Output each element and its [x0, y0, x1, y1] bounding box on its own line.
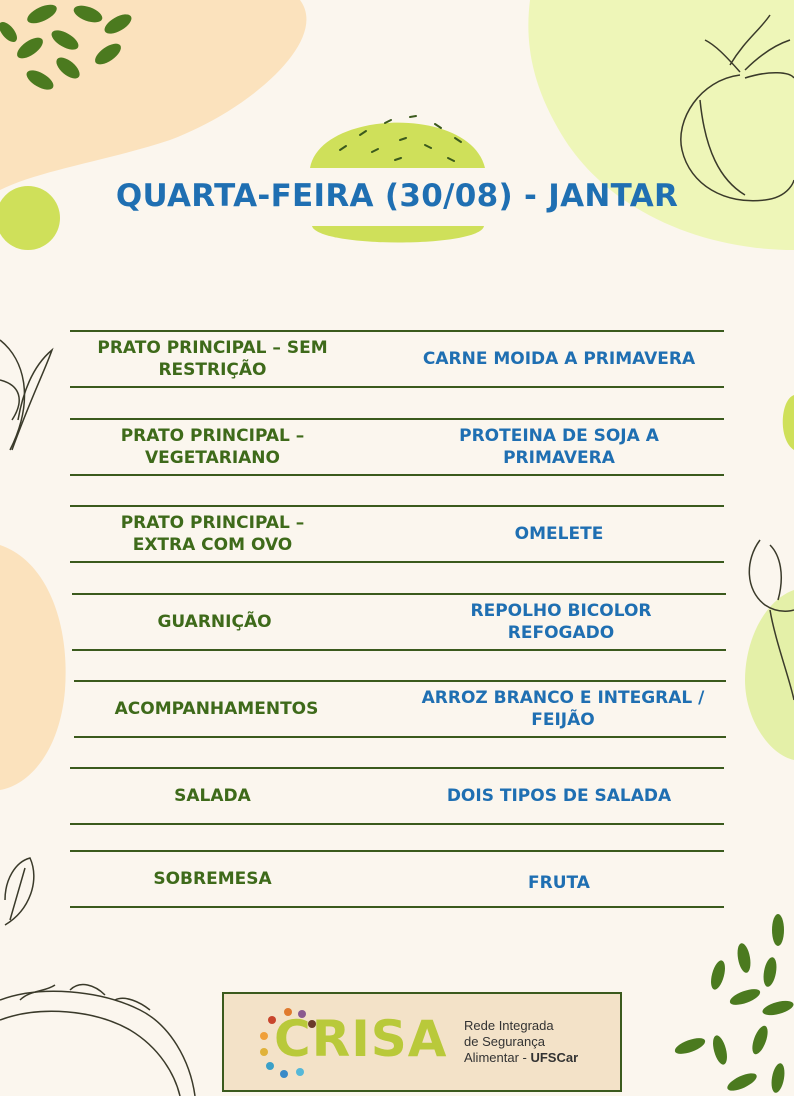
row-value: ARROZ BRANCO E INTEGRAL / FEIJÃO — [421, 688, 705, 730]
row-value: PROTEINA DE SOJA A PRIMAVERA — [459, 426, 659, 468]
row-label: PRATO PRINCIPAL – VEGETARIANO — [120, 426, 305, 468]
row-label: ACOMPANHAMENTOS — [114, 699, 319, 719]
table-row — [70, 418, 724, 476]
row-label: SOBREMESA — [153, 869, 272, 889]
crisa-logo — [222, 992, 622, 1092]
table-row — [72, 593, 726, 651]
row-label: SALADA — [174, 786, 251, 806]
row-label: GUARNIÇÃO — [157, 612, 272, 632]
row-value: CARNE MOIDA A PRIMAVERA — [422, 349, 696, 369]
table-row — [74, 680, 726, 738]
row-value: DOIS TIPOS DE SALADA — [446, 786, 672, 806]
table-row — [70, 330, 724, 388]
logo-tagline: Rede Integrada de Segurança Alimentar - UFSCar — [464, 1018, 579, 1065]
table-row — [70, 505, 724, 563]
row-label: PRATO PRINCIPAL – SEM RESTRIÇÃO — [97, 338, 328, 380]
row-value: REPOLHO BICOLOR REFOGADO — [470, 601, 652, 643]
row-value: FRUTA — [528, 873, 590, 893]
logo-word: CRISA — [274, 1010, 448, 1068]
row-label: PRATO PRINCIPAL – EXTRA COM OVO — [120, 513, 305, 555]
page-title: QUARTA-FEIRA (30/08) - JANTAR — [115, 178, 679, 214]
table-row — [70, 850, 724, 908]
table-row — [70, 767, 724, 825]
row-value: OMELETE — [514, 524, 604, 544]
